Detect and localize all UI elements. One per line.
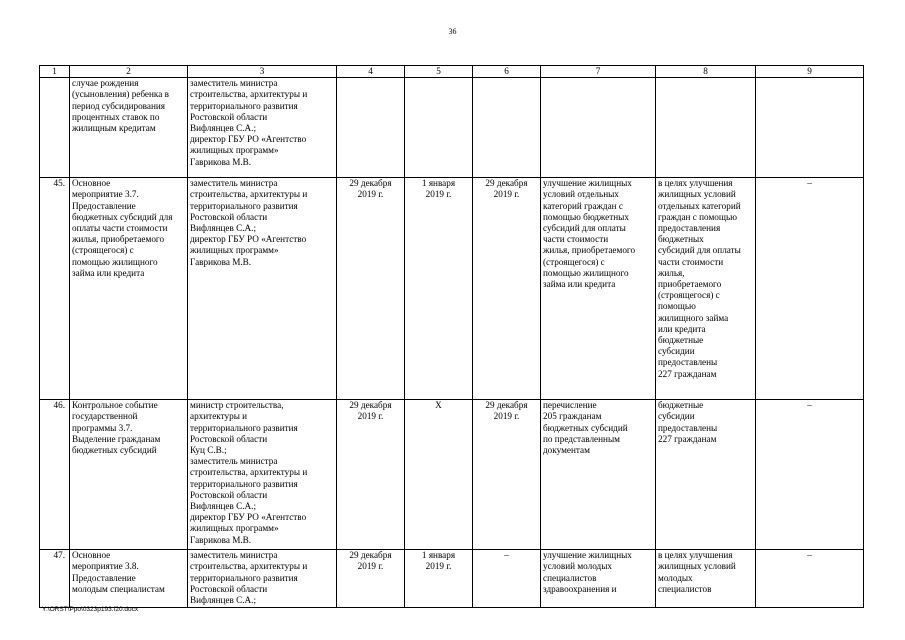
responsible-executor: заместитель министра строительства, архитектуры и территориального развития Ростовской области Вифлянцев С.А.; директор ГБУ РО «Агентство жилищных программ» Гаврикова М.В. [188,178,337,400]
notes [756,78,864,178]
actual-result [656,78,756,178]
report-table [39,65,864,608]
measure-name: случае рождения (усыновления) ребенка в период субсидирования процентных ставок по жилищным кредитам [70,78,188,178]
column-header: 8 [656,66,756,78]
expected-result: улучшение жилищных условий молодых специалистов здравоохранения и [541,550,656,608]
column-number-row [40,66,864,78]
page-number: 36 [448,27,457,36]
measure-name: Основное мероприятие 3.8. Предоставление молодым специалистам [70,550,188,608]
planned-end-date: 1 января 2019 г. [405,178,473,400]
planned-start-date [337,78,405,178]
table-row [40,78,864,178]
measure-name: Основное мероприятие 3.7. Предоставление бюджетных субсидий для оплаты части стоимости жилья, приобретаемого (строящегося) с помощью жилищного займа или кредита [70,178,188,400]
expected-result: перечисление 205 гражданам бюджетных субсидий по представленным документам [541,400,656,550]
measure-name: Контрольное событие государственной программы 3.7. Выделение гражданам бюджетных субсидий [70,400,188,550]
notes: – [756,178,864,400]
actual-date: 29 декабря 2019 г. [473,400,541,550]
table-row [40,550,864,608]
planned-end-date: 1 января 2019 г. [405,550,473,608]
actual-date [473,78,541,178]
column-header: 6 [473,66,541,78]
actual-date: – [473,550,541,608]
actual-result: бюджетные субсидии предоставлены 227 гражданам [656,400,756,550]
responsible-executor: министр строительства, архитектуры и территориального развития Ростовской области Куц С.В.; заместитель министра строительства, архитектуры и территориального развития Ростовской области Вифлянцев С.А.; директор ГБУ РО «Агентство жилищных программ» Гаврикова М.В. [188,400,337,550]
responsible-executor: заместитель министра строительства, архитектуры и территориального развития Ростовской области Вифлянцев С.А.; [188,550,337,608]
column-header: 3 [188,66,337,78]
notes: – [756,400,864,550]
column-header: 1 [40,66,70,78]
planned-start-date: 29 декабря 2019 г. [337,400,405,550]
column-header: 5 [405,66,473,78]
responsible-executor: заместитель министра строительства, архитектуры и территориального развития Ростовской области Вифлянцев С.А.; директор ГБУ РО «Агентство жилищных программ» Гаврикова М.В. [188,78,337,178]
file-path-footer: Y:\ORST\Ppo\0323p193.f20.docx [42,606,139,613]
row-number: 46. [40,400,70,550]
row-number: 45. [40,178,70,400]
notes: – [756,550,864,608]
row-number [40,78,70,178]
expected-result: улучшение жилищных условий отдельных категорий граждан с помощью бюджетных субсидий для оплаты части стоимости жилья, приобретаемого (строящегося) с помощью жилищного займа или кредита [541,178,656,400]
table-row [40,178,864,400]
planned-start-date: 29 декабря 2019 г. [337,178,405,400]
expected-result [541,78,656,178]
actual-date: 29 декабря 2019 г. [473,178,541,400]
column-header: 2 [70,66,188,78]
column-header: 4 [337,66,405,78]
column-header: 7 [541,66,656,78]
planned-start-date: 29 декабря 2019 г. [337,550,405,608]
actual-result: в целях улучшения жилищных условий молодых специалистов [656,550,756,608]
row-number: 47. [40,550,70,608]
planned-end-date [405,78,473,178]
actual-result: в целях улучшения жилищных условий отдельных категорий граждан с помощью предоставления бюджетных субсидий для оплаты части стоимости жилья, приобретаемого (строящегося) с помощью жилищного займа или кредита бюджетные субсидии предоставлены 227 гражданам [656,178,756,400]
column-header: 9 [756,66,864,78]
planned-end-date: X [405,400,473,550]
table-row [40,400,864,550]
